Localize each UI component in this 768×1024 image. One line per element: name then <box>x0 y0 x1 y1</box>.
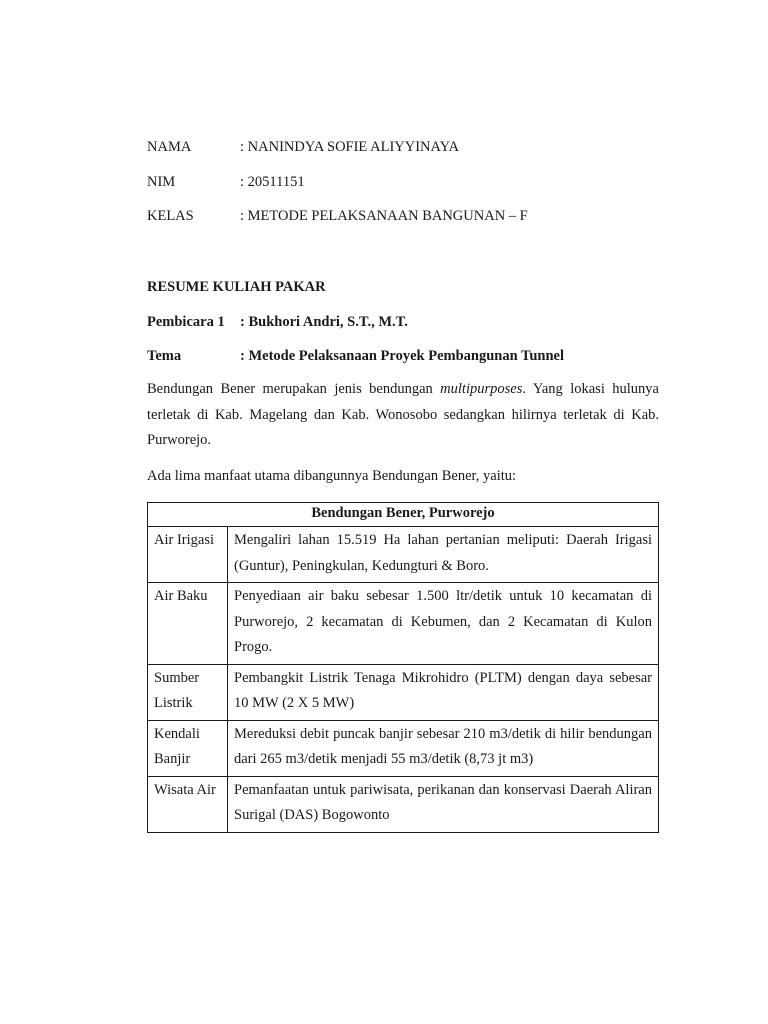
table-header-row <box>148 503 659 527</box>
benefits-table <box>147 502 659 833</box>
table-row <box>148 664 659 720</box>
row-key: Wisata Air <box>148 776 228 832</box>
nama-label: NAMA <box>147 139 192 155</box>
kelas-value: : METODE PELAKSANAAN BANGUNAN – F <box>240 208 528 224</box>
row-key: Air Irigasi <box>148 527 228 583</box>
tema-label: Tema <box>147 348 182 364</box>
row-key: Kendali Banjir <box>148 720 228 776</box>
kelas-label: KELAS <box>147 208 194 224</box>
table-row <box>148 583 659 665</box>
nim-value: : 20511151 <box>240 174 305 190</box>
benefits-intro: Ada lima manfaat utama dibangunnya Bendungan Bener, yaitu: <box>147 468 517 484</box>
row-value: Mereduksi debit puncak banjir sebesar 210 m3/detik di hilir bendungan dari 265 m3/detik menjadi 55 m3/detik (8,73 jt m3) <box>228 720 659 776</box>
table-title: Bendungan Bener, Purworejo <box>148 503 659 527</box>
nama-value: : NANINDYA SOFIE ALIYYINAYA <box>240 139 459 155</box>
row-value: Penyediaan air baku sebesar 1.500 ltr/detik untuk 10 kecamatan di Purworejo, 2 kecamatan di Kebumen, dan 2 Kecamatan di Kulon Progo. <box>228 583 659 665</box>
tema-value: : Metode Pelaksanaan Proyek Pembangunan Tunnel <box>240 348 565 364</box>
intro-text-start: Bendungan Bener merupakan jenis bendungan <box>147 381 441 397</box>
table-row <box>148 527 659 583</box>
pembicara-value: : Bukhori Andri, S.T., M.T. <box>240 314 408 330</box>
intro-paragraph <box>147 377 659 454</box>
table-row <box>148 776 659 832</box>
row-key: Air Baku <box>148 583 228 665</box>
intro-text-end: . Yang lokasi hulunya terletak di Kab. Magelang dan Kab. Wonosobo sedangkan hilirnya terletak di Kab. Purworejo. <box>147 381 659 448</box>
row-value: Pembangkit Listrik Tenaga Mikrohidro (PLTM) dengan daya sebesar 10 MW (2 X 5 MW) <box>228 664 659 720</box>
row-key: Sumber Listrik <box>148 664 228 720</box>
row-value: Pemanfaatan untuk pariwisata, perikanan dan konservasi Daerah Aliran Surigal (DAS) Bogowonto <box>228 776 659 832</box>
table-row <box>148 720 659 776</box>
pembicara-label: Pembicara 1 <box>147 314 225 330</box>
intro-italic-term: multipurposes <box>440 381 523 397</box>
resume-title: RESUME KULIAH PAKAR <box>147 279 326 295</box>
row-value: Mengaliri lahan 15.519 Ha lahan pertanian meliputi: Daerah Irigasi (Guntur), Peningkulan, Kedungturi & Boro. <box>228 527 659 583</box>
nim-label: NIM <box>147 174 176 190</box>
